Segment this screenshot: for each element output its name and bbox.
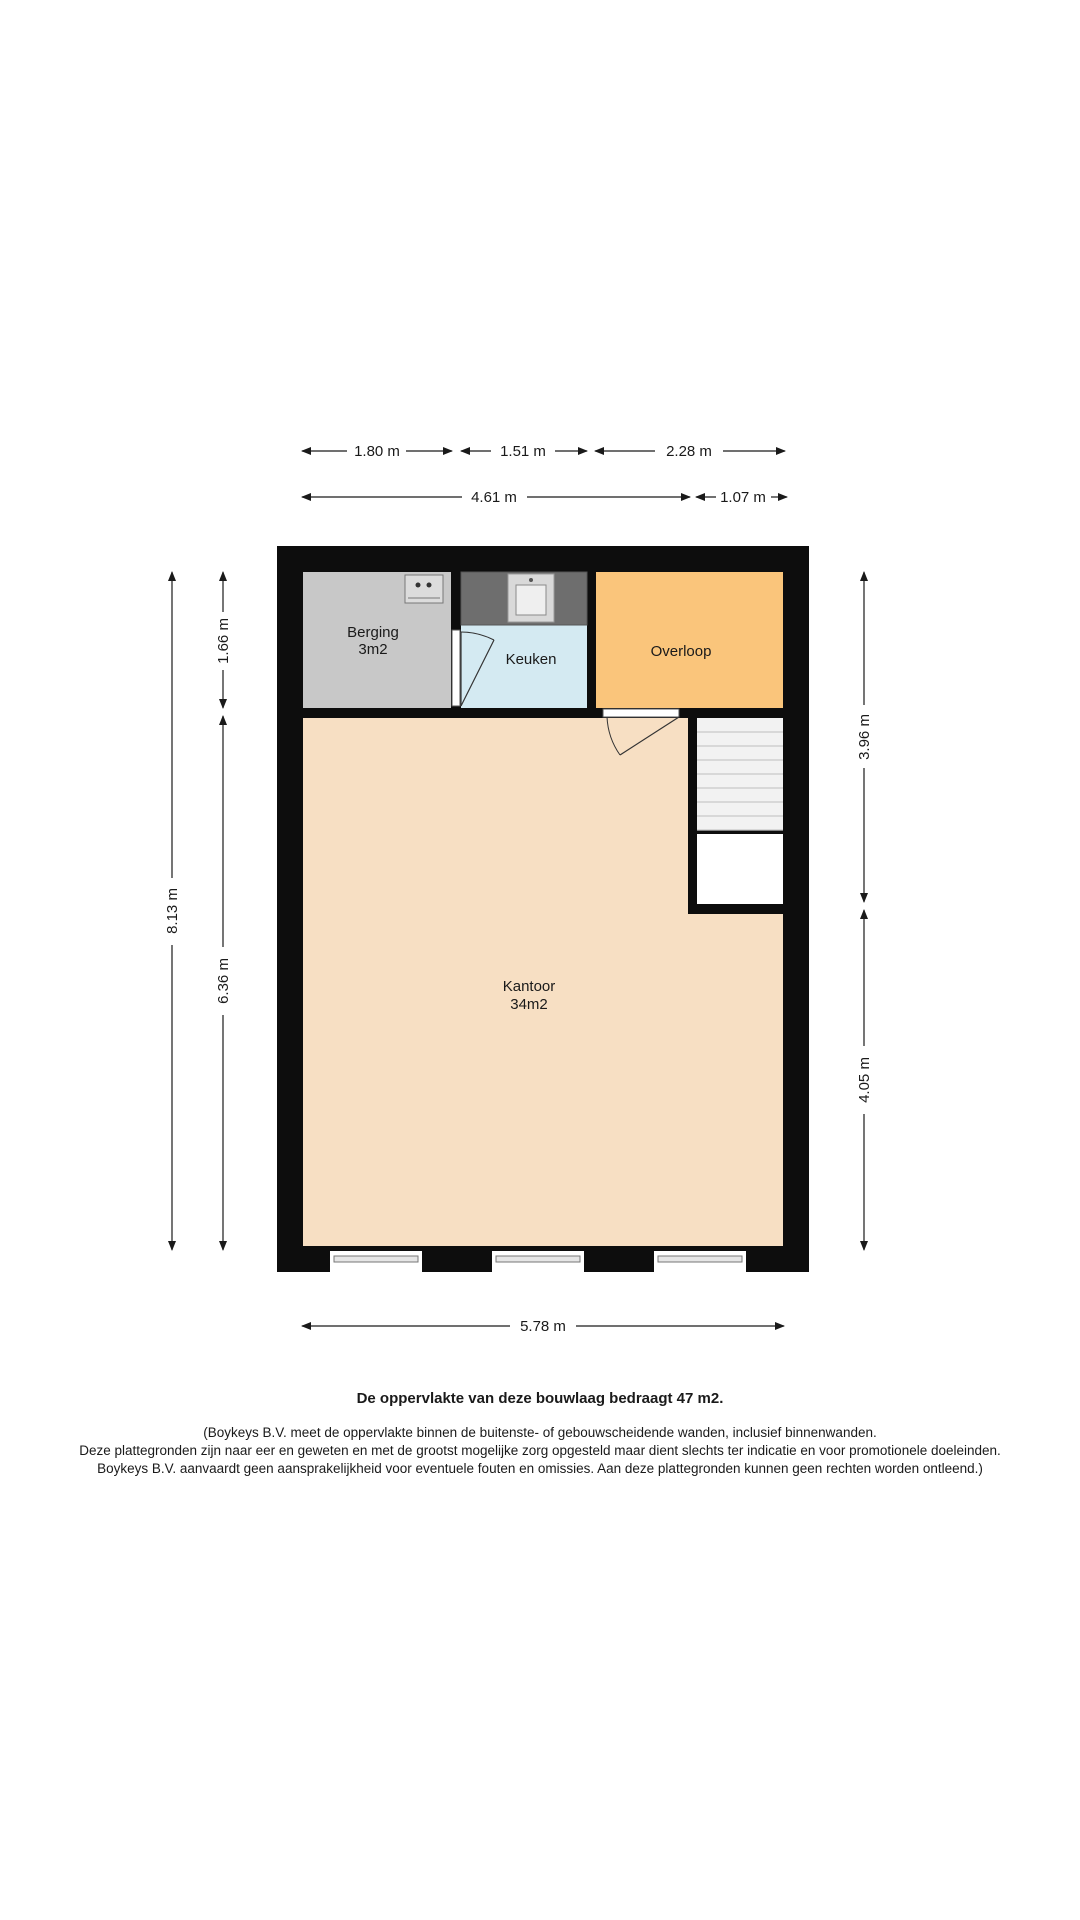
disclaimer xyxy=(0,1424,1080,1478)
dim-8-13: 8.13 m xyxy=(164,888,181,934)
window-3 xyxy=(654,1251,746,1272)
dimension-left-inner xyxy=(215,572,232,1250)
dim-1-07: 1.07 m xyxy=(720,489,766,506)
dimension-top-row-1 xyxy=(302,443,785,460)
disclaimer-line: Deze plattegronden zijn naar eer en geweten en met de grootst mogelijke zorg opgesteld maar dient slechts ter indicatie en voor promotionele doeleinden. xyxy=(79,1443,1001,1458)
dimension-top-row-2 xyxy=(302,489,787,506)
dim-1-66: 1.66 m xyxy=(215,618,232,664)
dim-4-61: 4.61 m xyxy=(471,489,517,506)
label-berging: Berging xyxy=(347,624,399,641)
boiler-icon xyxy=(405,575,443,603)
dim-5-78: 5.78 m xyxy=(520,1318,566,1335)
dim-1-80: 1.80 m xyxy=(354,443,400,460)
window-1 xyxy=(330,1251,422,1272)
dim-4-05: 4.05 m xyxy=(856,1057,873,1103)
wall-keuken-overloop xyxy=(587,572,596,625)
dim-6-36: 6.36 m xyxy=(215,958,232,1004)
dim-3-96: 3.96 m xyxy=(856,714,873,760)
dimension-right xyxy=(856,572,873,1250)
dim-2-28: 2.28 m xyxy=(666,443,712,460)
label-keuken: Keuken xyxy=(505,651,557,668)
window-2 xyxy=(492,1251,584,1272)
dimension-bottom xyxy=(302,1318,784,1335)
disclaimer-line: Boykeys B.V. aanvaardt geen aansprakelijkheid voor eventuele fouten en omissies. Aan deze plattegronden kunnen geen rechten worden ontleend.) xyxy=(97,1461,983,1476)
label-overloop: Overloop xyxy=(650,643,712,660)
dim-1-51: 1.51 m xyxy=(500,443,546,460)
room-overloop xyxy=(596,572,783,708)
label-kantoor: Kantoor xyxy=(502,978,556,995)
area-berging: 3m2 xyxy=(358,641,388,658)
stair-void xyxy=(697,834,783,904)
area-kantoor: 34m2 xyxy=(510,996,548,1013)
area-summary: De oppervlakte van deze bouwlaag bedraagt 47 m2. xyxy=(356,1390,724,1407)
disclaimer-line: (Boykeys B.V. meet de oppervlakte binnen de buitenste- of gebouwscheidende wanden, inclusief binnenwanden. xyxy=(203,1425,877,1440)
dimension-left-outer xyxy=(164,572,181,1250)
